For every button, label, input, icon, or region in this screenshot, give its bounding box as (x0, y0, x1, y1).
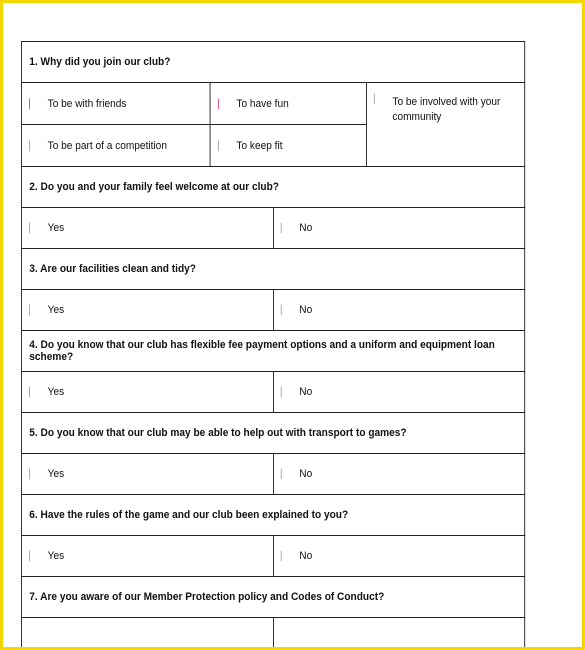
checkbox-icon[interactable] (218, 142, 224, 150)
answer-row-6 (22, 536, 525, 577)
answer-yes[interactable] (22, 536, 274, 576)
answer-row-4 (22, 372, 525, 413)
question-6 (22, 495, 525, 536)
checkbox-icon[interactable] (29, 388, 35, 396)
checkbox-icon[interactable] (29, 306, 35, 314)
checkbox-icon[interactable] (29, 142, 35, 150)
option-label: To have fun (236, 97, 289, 110)
question-text: 2. Do you and your family feel welcome at our club? (29, 181, 279, 193)
question-1 (22, 42, 525, 83)
answer-label: Yes (47, 550, 65, 562)
question-3 (22, 249, 525, 290)
answer-no[interactable] (274, 454, 526, 494)
answer-no[interactable] (274, 536, 526, 576)
answer-label: No (299, 386, 313, 398)
answer-yes[interactable] (22, 372, 274, 412)
answer-no[interactable] (274, 290, 526, 330)
options-column-3 (367, 83, 526, 166)
question-text: 7. Are you aware of our Member Protection policy and Codes of Conduct? (29, 591, 385, 603)
question-4 (22, 331, 525, 372)
answer-yes[interactable] (22, 454, 274, 494)
option-label: To be part of a competition (47, 139, 167, 152)
option-competition[interactable] (22, 124, 210, 166)
question-7 (22, 577, 525, 618)
options-column-1 (22, 83, 211, 166)
question-2 (22, 167, 525, 208)
answer-row-5 (22, 454, 525, 495)
checkbox-icon[interactable] (281, 388, 287, 396)
question-text: 5. Do you know that our club may be able to help out with transport to games? (29, 427, 407, 439)
answer-label: No (299, 304, 313, 316)
survey-form (21, 41, 525, 650)
checkbox-icon[interactable] (218, 100, 224, 108)
answer-label: Yes (47, 386, 65, 398)
answer-yes[interactable] (22, 208, 274, 248)
answer-label: No (299, 550, 313, 562)
answer-label: No (299, 222, 313, 234)
checkbox-icon[interactable] (281, 306, 287, 314)
checkbox-icon[interactable] (374, 95, 380, 103)
question-text: 4. Do you know that our club has flexible fee payment options and a uniform and equipment loan scheme? (29, 339, 495, 363)
answer-yes[interactable] (22, 618, 274, 650)
option-label: To keep fit (236, 139, 283, 152)
checkbox-icon[interactable] (29, 224, 35, 232)
question-text: 6. Have the rules of the game and our club been explained to you? (29, 509, 349, 521)
checkbox-icon[interactable] (281, 470, 287, 478)
answer-yes[interactable] (22, 290, 274, 330)
checkbox-icon[interactable] (281, 224, 287, 232)
question-text: 3. Are our facilities clean and tidy? (29, 263, 196, 275)
checkbox-icon[interactable] (29, 100, 35, 108)
answer-label: Yes (47, 222, 65, 234)
answer-label: Yes (47, 468, 65, 480)
option-label: To be involved with your community (392, 96, 501, 123)
answer-row-7 (22, 618, 525, 650)
answer-row-3 (22, 290, 525, 331)
question-1-options (22, 83, 525, 167)
option-community[interactable] (367, 83, 525, 166)
option-friends[interactable] (22, 83, 210, 124)
answer-label: Yes (47, 304, 65, 316)
question-5 (22, 413, 525, 454)
options-column-2 (211, 83, 367, 166)
option-fun[interactable] (211, 83, 366, 124)
answer-no[interactable] (274, 372, 526, 412)
question-text: 1. Why did you join our club? (29, 56, 171, 68)
checkbox-icon[interactable] (29, 552, 35, 560)
checkbox-icon[interactable] (281, 552, 287, 560)
answer-label: No (299, 468, 313, 480)
answer-no[interactable] (274, 208, 526, 248)
checkbox-icon[interactable] (29, 470, 35, 478)
answer-no[interactable] (274, 618, 526, 650)
answer-row-2 (22, 208, 525, 249)
option-label: To be with friends (47, 97, 127, 110)
option-keep-fit[interactable] (211, 124, 366, 166)
